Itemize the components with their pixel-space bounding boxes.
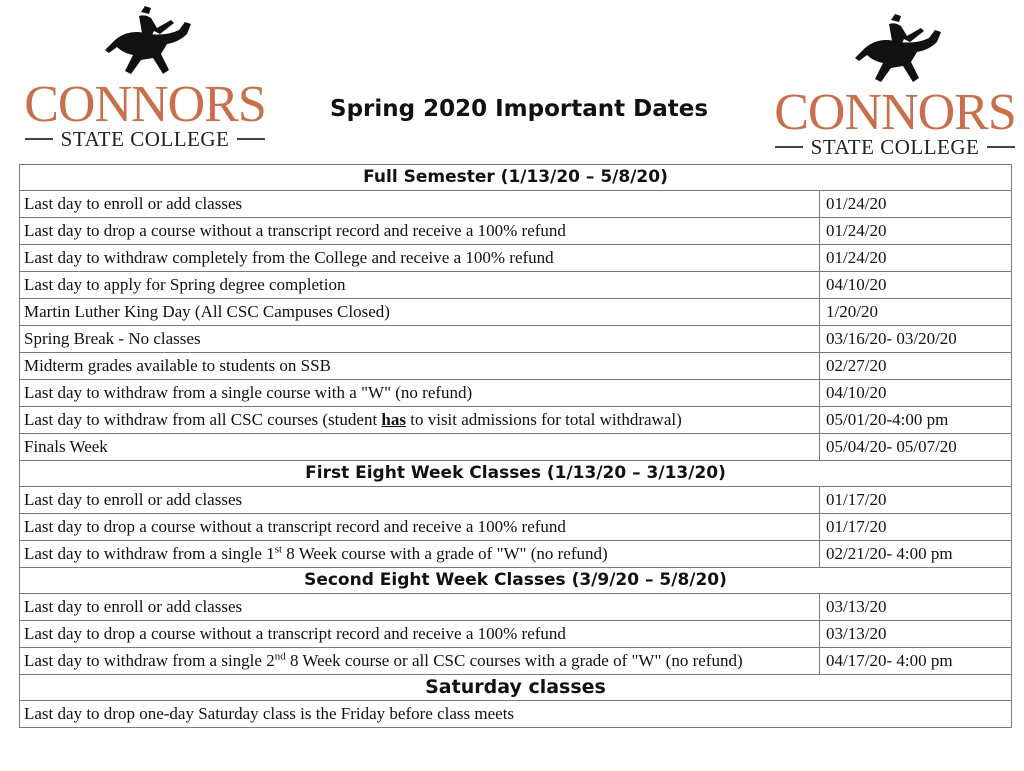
desc-text: Last day to withdraw from a single 2 [24, 651, 275, 670]
row-description: Last day to drop a course without a transcript record and receive a 100% refund [20, 621, 820, 648]
table-row [20, 353, 1012, 380]
table-row [20, 594, 1012, 621]
row-description: Spring Break - No classes [20, 326, 820, 353]
section-header-first-eight-week [20, 461, 1012, 487]
logo-subtitle-text: STATE COLLEGE [60, 127, 230, 151]
row-date: 01/17/20 [820, 487, 1012, 514]
logo-brand-text: CONNORS [24, 76, 266, 133]
logo-dash-right [237, 138, 265, 140]
row-description [20, 407, 820, 434]
row-description: Last day to enroll or add classes [20, 191, 820, 218]
row-description: Last day to withdraw completely from the College and receive a 100% refund [20, 245, 820, 272]
logo-dash-right [987, 146, 1015, 148]
section-header-full-semester [20, 165, 1012, 191]
bucking-horse-rider-icon [95, 4, 195, 82]
table-row [20, 380, 1012, 407]
table-row [20, 701, 1012, 728]
logo-subtitle-text: STATE COLLEGE [810, 135, 980, 159]
row-date: 03/13/20 [820, 621, 1012, 648]
row-description: Last day to drop a course without a transcript record and receive a 100% refund [20, 218, 820, 245]
table-row [20, 299, 1012, 326]
row-date: 03/13/20 [820, 594, 1012, 621]
desc-text: 8 Week course with a grade of "W" (no refund) [282, 544, 608, 563]
logo-dash-left [775, 146, 803, 148]
ordinal-suffix: nd [274, 650, 286, 663]
table-row [20, 245, 1012, 272]
row-description: Last day to drop a course without a transcript record and receive a 100% refund [20, 514, 820, 541]
row-date: 04/10/20 [820, 380, 1012, 407]
table-row [20, 648, 1012, 675]
section-heading: Full Semester (1/13/20 – 5/8/20) [20, 165, 1012, 191]
college-logo-left [14, 4, 276, 150]
desc-text: Last day to withdraw from a single 1 [24, 544, 275, 563]
bucking-horse-rider-icon [845, 12, 945, 90]
logo-brand-text: CONNORS [774, 84, 1016, 141]
page-title: Spring 2020 Important Dates [330, 96, 709, 122]
college-logo-right [764, 12, 1024, 158]
row-description: Last day to drop one-day Saturday class is the Friday before class meets [20, 701, 1012, 728]
row-date: 05/04/20- 05/07/20 [820, 434, 1012, 461]
row-description: Martin Luther King Day (All CSC Campuses Closed) [20, 299, 820, 326]
section-header-saturday [20, 675, 1012, 701]
desc-text: 8 Week course or all CSC courses with a grade of "W" (no refund) [285, 651, 743, 670]
ordinal-suffix: st [274, 543, 283, 556]
important-dates-table [19, 164, 1012, 728]
table-row [20, 487, 1012, 514]
table-row [20, 407, 1012, 434]
row-description: Last day to enroll or add classes [20, 487, 820, 514]
table-row [20, 541, 1012, 568]
table-row [20, 272, 1012, 299]
row-date: 01/24/20 [820, 191, 1012, 218]
table-row [20, 326, 1012, 353]
row-description [20, 541, 820, 568]
section-heading: First Eight Week Classes (1/13/20 – 3/13/20) [20, 461, 1012, 487]
desc-text: to visit admissions for total withdrawal) [406, 410, 682, 429]
row-description: Last day to apply for Spring degree completion [20, 272, 820, 299]
logo-dash-left [25, 138, 53, 140]
table-row [20, 514, 1012, 541]
row-date: 02/27/20 [820, 353, 1012, 380]
row-date: 01/24/20 [820, 245, 1012, 272]
table-row [20, 218, 1012, 245]
row-description: Midterm grades available to students on SSB [20, 353, 820, 380]
row-description [20, 648, 820, 675]
row-date: 05/01/20-4:00 pm [820, 407, 1012, 434]
section-heading: Second Eight Week Classes (3/9/20 – 5/8/20) [20, 568, 1012, 594]
table-row [20, 621, 1012, 648]
section-heading: Saturday classes [20, 675, 1012, 701]
table-row [20, 434, 1012, 461]
row-description: Finals Week [20, 434, 820, 461]
section-header-second-eight-week [20, 568, 1012, 594]
row-date: 02/21/20- 4:00 pm [820, 541, 1012, 568]
desc-text: Last day to withdraw from all CSC courses (student [24, 410, 382, 429]
row-description: Last day to enroll or add classes [20, 594, 820, 621]
row-date: 01/17/20 [820, 514, 1012, 541]
row-date: 01/24/20 [820, 218, 1012, 245]
row-date: 04/17/20- 4:00 pm [820, 648, 1012, 675]
row-date: 04/10/20 [820, 272, 1012, 299]
row-date: 1/20/20 [820, 299, 1012, 326]
emphasis-text: has [381, 410, 406, 429]
row-description: Last day to withdraw from a single course with a "W" (no refund) [20, 380, 820, 407]
row-date: 03/16/20- 03/20/20 [820, 326, 1012, 353]
table-row [20, 191, 1012, 218]
